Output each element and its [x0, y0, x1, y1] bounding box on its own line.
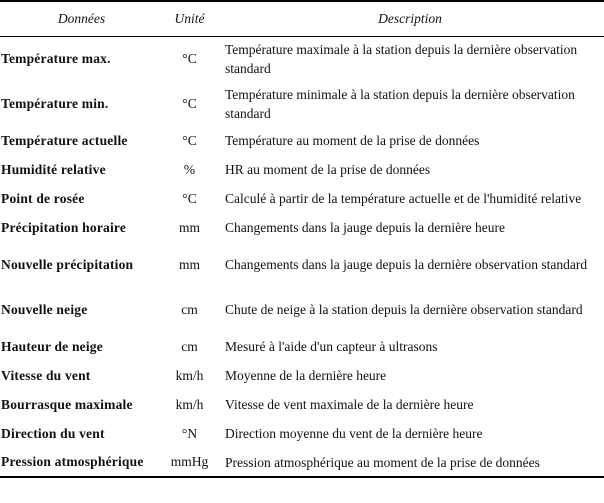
row-name: Humidité relative	[1, 161, 106, 177]
row-unit: °C	[182, 95, 197, 111]
row-name: Température min.	[1, 95, 109, 111]
table-row	[0, 361, 604, 390]
row-name: Nouvelle neige	[1, 301, 88, 317]
row-unit: mm	[178, 256, 200, 272]
header-data: Données	[0, 1, 163, 36]
table-row	[0, 126, 604, 155]
row-unit: cm	[181, 338, 198, 354]
row-name: Bourrasque maximale	[1, 396, 133, 412]
row-name: Température actuelle	[1, 132, 128, 148]
table-row	[0, 242, 604, 287]
table-row	[0, 213, 604, 242]
row-description: Mesuré à l'aide d'un capteur à ultrasons	[225, 339, 438, 354]
row-name: Direction du vent	[1, 425, 105, 441]
row-unit: °C	[182, 50, 197, 66]
row-unit: °C	[182, 132, 197, 148]
row-name: Vitesse du vent	[1, 367, 91, 383]
row-unit: °N	[181, 425, 198, 441]
row-description: Chute de neige à la station depuis la dernière observation standard	[225, 302, 583, 317]
row-description: HR au moment de la prise de données	[225, 162, 431, 177]
table-header	[0, 1, 604, 36]
row-description: Direction moyenne du vent de la dernière heure	[225, 426, 483, 441]
row-unit: km/h	[175, 367, 204, 383]
row-unit: mm	[178, 219, 200, 235]
row-unit: mmHg	[163, 448, 216, 477]
row-description: Température au moment de la prise de données	[225, 133, 480, 148]
table-row	[0, 332, 604, 361]
table-row	[0, 36, 604, 81]
row-description: Changements dans la jauge depuis la dernière observation standard	[225, 257, 588, 272]
table-row	[0, 448, 604, 477]
header-unit: Unité	[163, 1, 216, 36]
row-unit: km/h	[175, 396, 204, 412]
row-name: Hauteur de neige	[1, 338, 103, 354]
header-description: Description	[216, 1, 604, 36]
row-name: Température max.	[1, 50, 111, 66]
row-unit: %	[183, 161, 196, 177]
row-description: Pression atmosphérique au moment de la prise de données	[216, 448, 604, 477]
row-description: Vitesse de vent maximale de la dernière heure	[225, 397, 474, 412]
table-body	[0, 36, 604, 477]
table-row	[0, 419, 604, 448]
row-unit: cm	[181, 301, 198, 317]
row-name: Point de rosée	[1, 190, 85, 206]
row-description: Température minimale à la station depuis la dernière observation standard	[225, 86, 575, 121]
row-description: Température maximale à la station depuis la dernière observation standard	[225, 41, 578, 76]
table-row	[0, 155, 604, 184]
table-row	[0, 81, 604, 126]
row-name: Pression atmosphérique	[0, 448, 163, 477]
table-row	[0, 287, 604, 332]
table-row	[0, 390, 604, 419]
row-name: Nouvelle précipitation	[1, 256, 134, 272]
row-description: Moyenne de la dernière heure	[225, 368, 387, 383]
row-description: Calculé à partir de la température actuelle et de l'humidité relative	[225, 191, 582, 206]
row-unit: °C	[182, 190, 197, 206]
table-row	[0, 184, 604, 213]
row-description: Changements dans la jauge depuis la dernière heure	[225, 220, 506, 235]
row-name: Précipitation horaire	[1, 219, 127, 235]
